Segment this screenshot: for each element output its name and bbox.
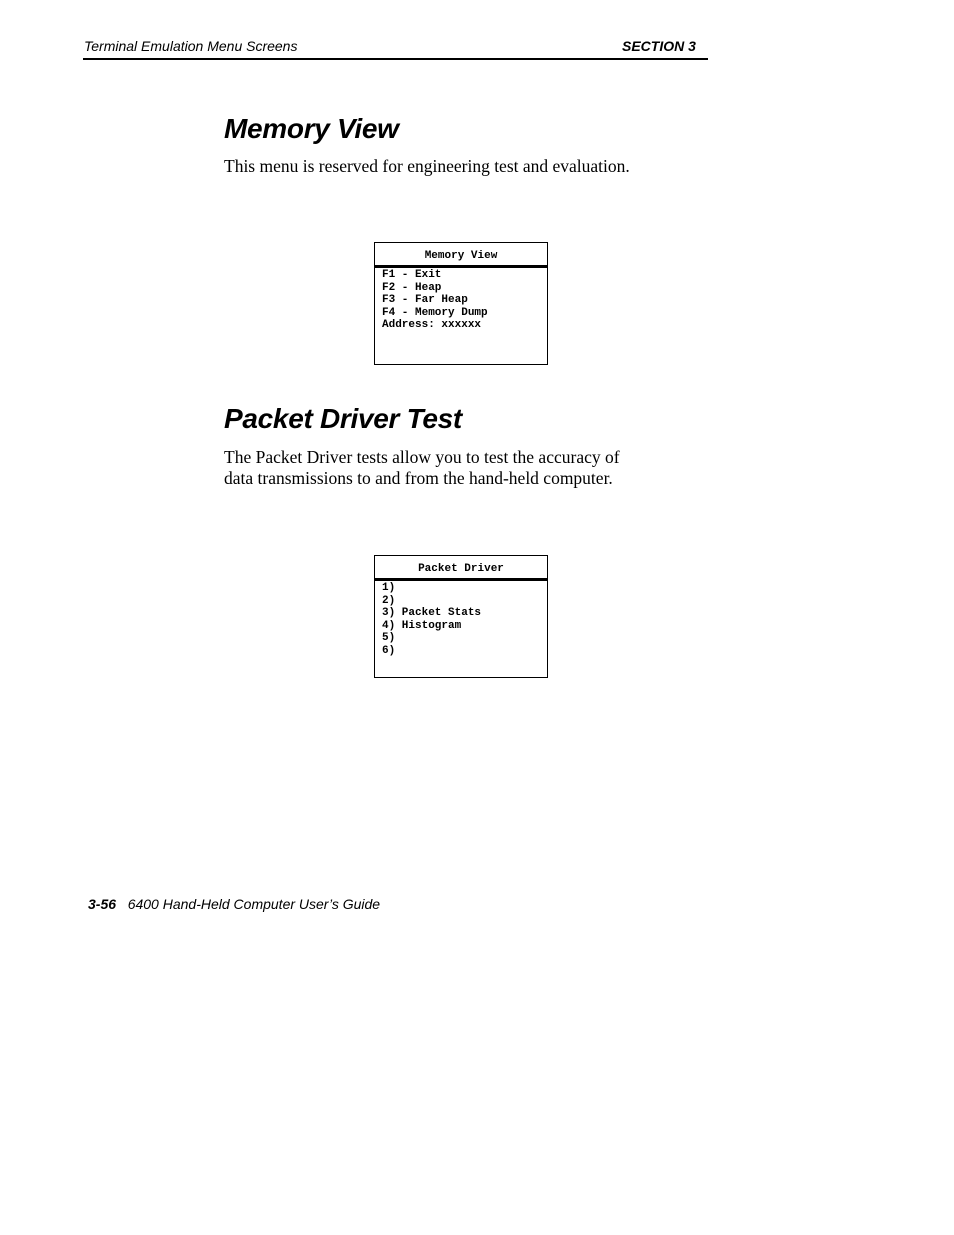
- screen-menu-line: 2): [382, 594, 396, 607]
- screen-menu-line: 3) Packet Stats: [382, 607, 482, 619]
- screen-menu-line: Address: xxxxxx: [382, 319, 482, 331]
- footer-page-number: 3-56: [88, 896, 117, 912]
- memory-view-screen-menu: [375, 268, 547, 332]
- screen-menu-line: F2 - Heap: [382, 281, 442, 294]
- screen-menu-line: F3 - Far Heap: [382, 294, 468, 306]
- memory-view-screen-title: Memory View: [375, 243, 547, 268]
- packet-driver-test-description: [224, 447, 694, 488]
- description-line: The Packet Driver tests allow you to test the accuracy of: [224, 447, 620, 467]
- packet-driver-screen-menu: [375, 581, 547, 657]
- memory-view-screen: [374, 242, 548, 365]
- packet-driver-screen-title: Packet Driver: [375, 556, 547, 581]
- header-divider: [83, 58, 708, 60]
- screen-menu-line: 1): [382, 582, 396, 594]
- memory-view-description: This menu is reserved for engineering test and evaluation.: [224, 156, 630, 176]
- packet-driver-test-heading: Packet Driver Test: [224, 403, 462, 434]
- page-footer: [88, 896, 380, 912]
- screen-menu-line: 4) Histogram: [382, 619, 462, 632]
- screen-menu-line: 6): [382, 644, 396, 657]
- memory-view-heading: Memory View: [224, 113, 399, 144]
- header-chapter-title: Terminal Emulation Menu Screens: [84, 38, 298, 54]
- packet-driver-screen: [374, 555, 548, 678]
- footer-guide-title: 6400 Hand-Held Computer User’s Guide: [127, 896, 381, 912]
- description-line: data transmissions to and from the hand-held computer.: [224, 467, 613, 488]
- screen-menu-line: F1 - Exit: [382, 269, 442, 281]
- screen-menu-line: F4 - Memory Dump: [382, 306, 488, 319]
- screen-menu-line: 5): [382, 632, 396, 644]
- header-section-label: SECTION 3: [622, 38, 696, 54]
